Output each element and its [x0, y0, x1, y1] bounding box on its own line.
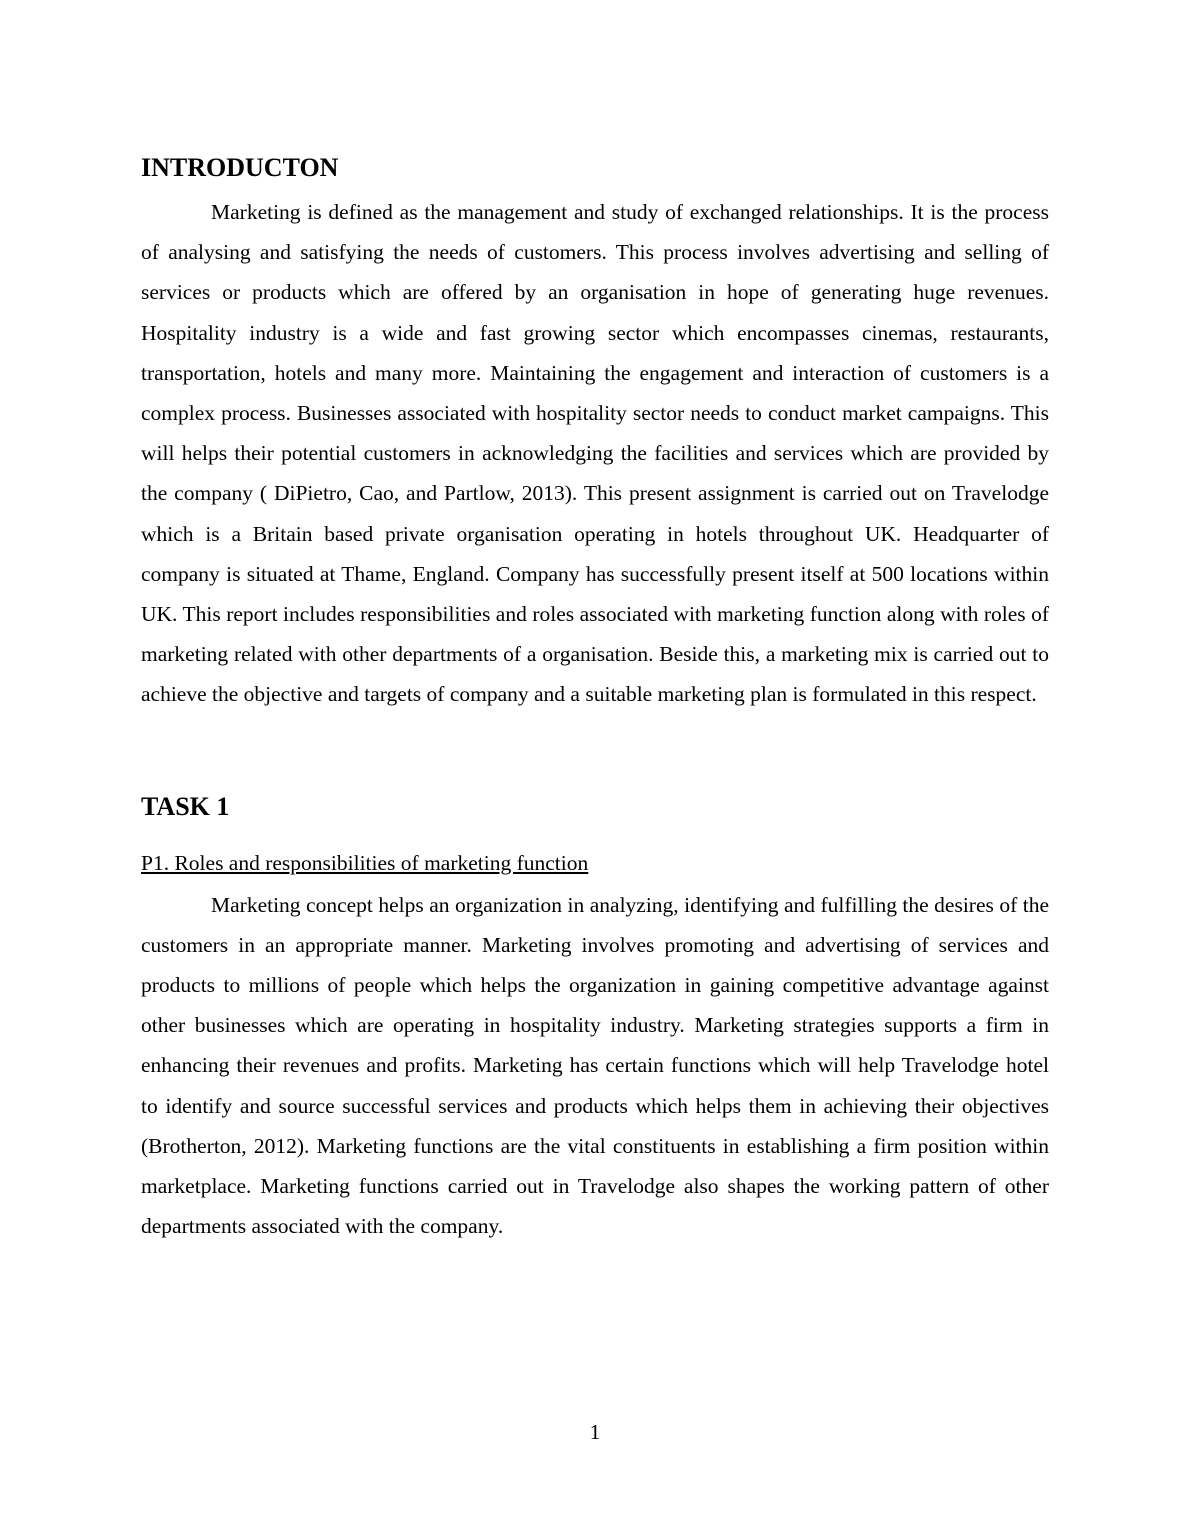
task-1-paragraph: Marketing concept helps an organization in analyzing, identifying and fulfilling the desires of the customers in an appropriate manner. Marketing involves promoting and advertising of services and products to millions of people which helps the organization in gaining competitive advantage against other businesses which are operating in hospitality industry. Marketing strategies supports a firm in enhancing their revenues and profits. Marketing has certain functions which will help Travelodge hotel to identify and source successful services and products which helps them in achieving their objectives (Brotherton, 2012). Marketing functions are the vital constituents in establishing a firm position within marketplace. Marketing functions carried out in Travelodge also shapes the working pattern of other departments associated with the company. [141, 892, 1049, 1239]
page-number: 1 [589, 1420, 601, 1444]
p1-subheading: P1. Roles and responsibilities of marketing function [141, 850, 589, 875]
introduction-paragraph: Marketing is defined as the management and study of exchanged relationships. It is the process of analysing and satisfying the needs of customers. This process involves advertising and selling of services or products which are offered by an organisation in hope of generating huge revenues. Hospitality industry is a wide and fast growing sector which encompasses cinemas, restaurants, transportation, hotels and many more. Maintaining the engagement and interaction of customers is a complex process. Businesses associated with hospitality sector needs to conduct market campaigns. This will helps their potential customers in acknowledging the facilities and services which are provided by the company ( DiPietro, Cao, and Partlow, 2013). This present assignment is carried out on Travelodge which is a Britain based private organisation operating in hotels throughout UK. Headquarter of company is situated at Thame, England. Company has successfully present itself at 500 locations within UK. This report includes responsibilities and roles associated with marketing function along with roles of marketing related with other departments of a organisation. Beside this, a marketing mix is carried out to achieve the objective and targets of company and a suitable marketing plan is formulated in this respect. [141, 200, 1049, 707]
introduction-heading: INTRODUCTON [141, 153, 339, 182]
page-content [141, 150, 1049, 1246]
task-1-heading: TASK 1 [141, 791, 230, 821]
